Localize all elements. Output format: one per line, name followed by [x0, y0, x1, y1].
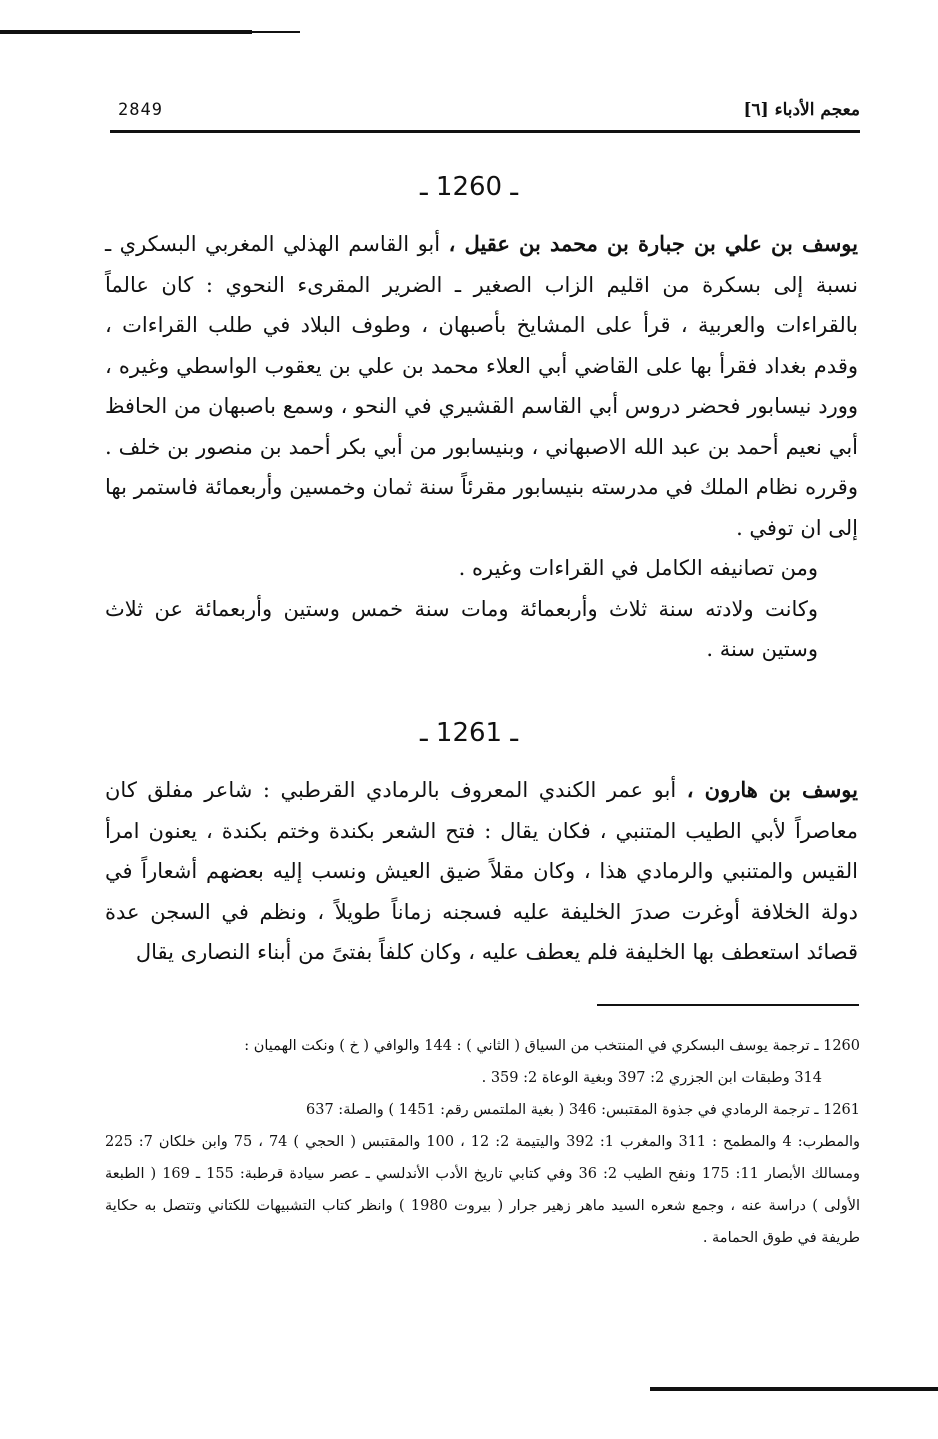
entry-1260-paragraph-1: [105, 224, 858, 548]
entry-1261-body: [105, 770, 858, 973]
header-rule: [110, 130, 860, 133]
top-edge-rule-thin: [252, 31, 300, 33]
entry-1260-subject-name: يوسف بن علي بن جبارة بن محمد بن عقيل ،: [448, 231, 858, 256]
bottom-edge-rule: [650, 1387, 938, 1391]
running-header: [110, 100, 860, 128]
entry-1260-paragraph-2: ومن تصانيفه الكامل في القراءات وغيره .: [458, 556, 818, 580]
footnotes: [105, 1030, 860, 1254]
top-edge-rule: [0, 30, 252, 34]
footnote-1260: [105, 1030, 860, 1062]
entry-1261-paragraph-1: [105, 770, 858, 973]
entry-1261-subject-name: يوسف بن هارون ،: [686, 777, 858, 802]
entry-1260-text: أبو القاسم الهذلي المغربي البسكري ـ نسبة إلى بسكرة من اقليم الزاب الصغير ـ الضرير المقرىء النحوي : كان عالماً بالقراءات والعربية ، قرأ على المشايخ بأصبهان ، وطوف البلاد في طلب القراءات ، وقدم بغداد فقرأ بها على القاضي أبي العلاء محمد بن علي بن يعقوب الواسطي وغيره ، وورد نيسابور فحضر دروس أبي القاسم القشيري في النحو ، وسمع باصبهان من الحافظ أبي نعيم أحمد بن عبد الله الاصبهاني ، وبنيسابور من أبي بكر أحمد بن منصور بن خلف . وقرره نظام الملك في مدرسته بنيسابور مقرئاً سنة ثمان وخمسين وأربعمائة فاستمر بها إلى ان توفي .: [105, 232, 858, 540]
footnote-1261-continuation: والمطرب: 4 والمطمح : 311 والمغرب 1: 392 واليتيمة 2: 12 ، 100 والمقتبس ( الحجي ) 74 ، 75 وابن خلكان 7: 225 ومسالك الأبصار 11: 175 ونفح الطيب 2: 36 وفي كتابي تاريخ الأدب الأندلسي ـ عصر سيادة قرطبة: 155 ـ 169 ( الطبعة الأولى ) دراسة عنه ، وجمع شعره السيد ماهر زهير جرار ( بيروت 1980 ) وانظر كتاب التشبيهات للكتاني وتتصل به حكاية طريفة في طوق الحمامة .: [105, 1134, 861, 1246]
entry-1260-body: [105, 224, 858, 670]
page-number: 2849: [118, 100, 163, 120]
footnote-1260-continuation: 314 وطبقات ابن الجزري 2: 397 وبغية الوعاة 2: 359 .: [481, 1070, 822, 1086]
footnote-1260-lead: 1260 ـ ترجمة يوسف البسكري في المنتخب من السياق ( الثاني ) : 144 والوافي ( خ ) ونكت الهميان :: [244, 1038, 860, 1054]
entry-number-1261: ـ 1261 ـ: [420, 718, 518, 748]
entry-1261-text: أبو عمر الكندي المعروف بالرمادي القرطبي : شاعر مفلق كان معاصراً لأبي الطيب المتنبي ، فكان يقال : فتح الشعر بكندة وختم بكندة ، يعنون امرأ القيس والمتنبي والرمادي هذا ، وكان مقلاً ضيق العيش ونسب إليه بعضهم أشعاراً في دولة الخلافة أوغرت صدرَ الخليفة عليه فسجنه زماناً طويلاً ، ونظم في السجن عدة قصائد استعطف بها الخليفة فلم يعطف عليه ، وكان كلفاً بفتىً من أبناء النصارى يقال: [105, 778, 858, 964]
footnote-1261-lead: 1261 ـ ترجمة الرمادي في جذوة المقتبس: 346 ( بغية الملتمس رقم: 1451 ) والصلة: 637: [306, 1102, 860, 1118]
footnote-1261: [105, 1094, 860, 1126]
entry-1260-paragraph-3: وكانت ولادته سنة ثلاث وأربعمائة ومات سنة خمس وستين وأربعمائة عن ثلاث وستين سنة .: [105, 596, 818, 661]
footnote-separator: [597, 1004, 859, 1006]
entry-number-1260: ـ 1260 ـ: [420, 172, 518, 202]
book-title: معجم الأدباء [٦]: [743, 100, 860, 120]
